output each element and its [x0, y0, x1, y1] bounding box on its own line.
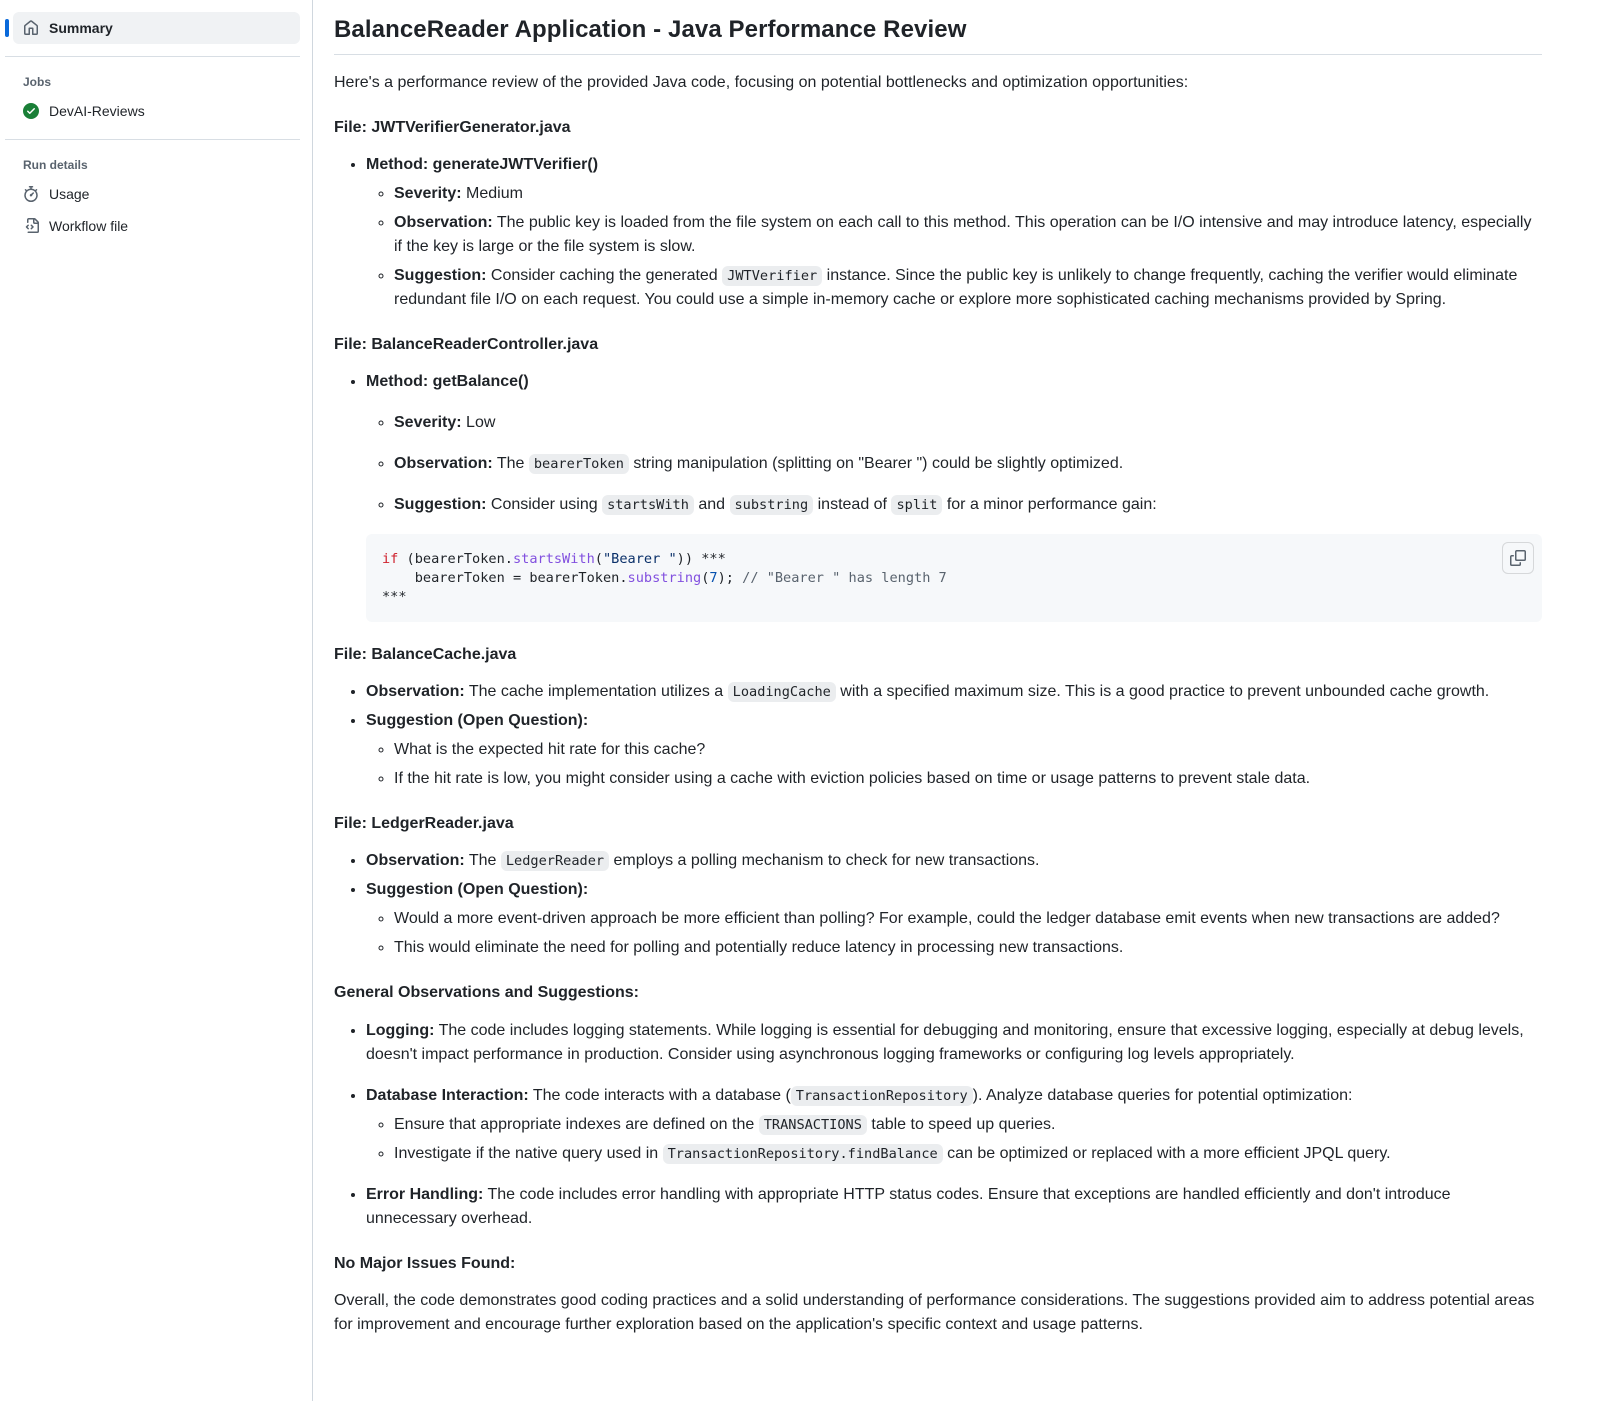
inline-code: bearerToken	[529, 454, 629, 474]
jobs-section-label: Jobs	[23, 75, 52, 89]
method-item	[366, 153, 1542, 312]
home-icon	[23, 20, 39, 36]
copy-icon	[1510, 550, 1526, 566]
general-observations-list	[334, 1019, 1542, 1231]
observation-item: ◦ Observation: The bearerToken string manipulation (splitting on "Bearer ") could be slightly optimized.	[394, 452, 1542, 476]
inline-code: split	[891, 495, 942, 515]
summary-content	[313, 0, 1600, 1401]
inline-code: JWTVerifier	[722, 266, 822, 286]
sidebar-item-label: Workflow file	[49, 218, 129, 234]
open-question: ◦ What is the expected hit rate for this cache?	[394, 738, 1542, 762]
suggestion-item: • Suggestion (Open Question): ◦ What is the expected hit rate for this cache? ◦ If the hit rate is low, you might consider using a cache with eviction policies based on time or usage patterns to prevent stale data.	[366, 709, 1542, 791]
file-heading: File: JWTVerifierGenerator.java	[334, 119, 571, 136]
method-item	[366, 370, 1542, 622]
check-circle-icon	[23, 103, 39, 119]
inline-code: TransactionRepository	[791, 1086, 973, 1106]
job-name: DevAI-Reviews	[49, 103, 145, 119]
sidebar-item-workflow-file[interactable]	[13, 210, 300, 242]
run-details-section-label: Run details	[23, 158, 88, 172]
sidebar-item-label: Usage	[49, 186, 90, 202]
file-heading: File: LedgerReader.java	[334, 815, 514, 833]
suggestion-item: ◦ Suggestion: Consider caching the generated JWTVerifier instance. Since the public key is unlikely to change frequently, caching the verifier would eliminate redundant file I/O on each request. You could use a simple in-memory cache or explore more sophisticated caching mechanisms provided by Spring.	[394, 264, 1542, 312]
logging-item: • Logging: The code includes logging statements. While logging is essential for debugging and monitoring, ensure that excessive logging, especially at debug levels, doesn't impact performance in production. Consider using asynchronous logging frameworks or configuring log levels appropriately.	[366, 1019, 1542, 1067]
sidebar-divider	[5, 56, 300, 57]
observation-item: ◦ Observation: The public key is loaded from the file system on each call to this method. This operation can be I/O intensive and may introduce latency, especially if the key is large or the file system is slow.	[394, 211, 1542, 259]
sidebar-item-summary[interactable]	[13, 12, 300, 44]
file-review-list	[334, 153, 1542, 312]
general-observations-heading: General Observations and Suggestions:	[334, 984, 639, 1002]
suggestion-item: ◦ Suggestion: Consider using startsWith and substring instead of split for a minor performance gain:	[394, 493, 1542, 517]
sidebar-item-job-devai-reviews[interactable]	[13, 95, 300, 127]
inline-code: substring	[730, 495, 814, 515]
closing-paragraph: Overall, the code demonstrates good coding practices and a solid understanding of performance considerations. The suggestions provided aim to address potential areas for improvement and encourage further exploration based on the application's specific context and usage patterns.	[334, 1292, 1535, 1334]
database-interaction-item: • Database Interaction: The code interacts with a database ( TransactionRepository ). Analyze database queries for potential optimization: ◦ Ensure that appropriate indexes are defined on the TRANSACTIONS table to speed up queries. ◦ Investigate if the native query used in TransactionRepository.findBalance can be optimized or replaced with a more efficient JPQL query.	[366, 1084, 1542, 1166]
sidebar-item-label: Summary	[49, 20, 113, 36]
run-sidebar	[0, 0, 313, 1401]
sidebar-item-usage[interactable]	[13, 178, 300, 210]
file-review-list	[334, 680, 1542, 791]
stopwatch-icon	[23, 186, 39, 202]
code-snippet: if (bearerToken.startsWith("Bearer ")) *** bearerToken = bearerToken.substring(7); // "Bearer " has length 7 ***	[382, 551, 947, 605]
suggestion-item: • Suggestion (Open Question): ◦ Would a more event-driven approach be more efficient than polling? For example, could the ledger database emit events when new transactions are added? ◦ This would eliminate the need for polling and potentially reduce latency in processing new transactions.	[366, 878, 1542, 960]
method-label: Method: getBalance()	[366, 373, 529, 390]
inline-code: LoadingCache	[728, 682, 836, 702]
closing-heading: No Major Issues Found:	[334, 1255, 516, 1273]
code-snippet-block	[366, 534, 1542, 622]
file-heading: File: BalanceCache.java	[334, 646, 517, 664]
error-handling-item: • Error Handling: The code includes error handling with appropriate HTTP status codes. Ensure that exceptions are handled efficiently and don't introduce unnecessary overhead.	[366, 1183, 1542, 1231]
intro-paragraph: Here's a performance review of the provided Java code, focusing on potential bottlenecks and optimization opportunities:	[334, 74, 1189, 91]
db-suggestion: ◦ Ensure that appropriate indexes are defined on the TRANSACTIONS table to speed up queries.	[394, 1113, 1542, 1137]
file-review-list	[334, 370, 1542, 622]
severity-item: ◦ Severity: Low	[394, 411, 1542, 435]
open-question: ◦ If the hit rate is low, you might consider using a cache with eviction policies based on time or usage patterns to prevent stale data.	[394, 767, 1542, 791]
open-question: ◦ Would a more event-driven approach be more efficient than polling? For example, could the ledger database emit events when new transactions are added?	[394, 907, 1542, 931]
db-suggestion: ◦ Investigate if the native query used in TransactionRepository.findBalance can be optimized or replaced with a more efficient JPQL query.	[394, 1142, 1542, 1166]
copy-code-button[interactable]	[1502, 542, 1534, 574]
inline-code: TransactionRepository.findBalance	[663, 1144, 943, 1164]
page-title: BalanceReader Application - Java Performance Review	[334, 16, 1542, 55]
file-heading: File: BalanceReaderController.java	[334, 336, 599, 353]
open-question: ◦ This would eliminate the need for polling and potentially reduce latency in processing new transactions.	[394, 936, 1542, 960]
file-review-list	[334, 849, 1542, 960]
inline-code: startsWith	[602, 495, 694, 515]
severity-item: ◦ Severity: Medium	[394, 182, 1542, 206]
inline-code: TRANSACTIONS	[759, 1115, 867, 1135]
sidebar-divider	[5, 139, 300, 140]
file-code-icon	[23, 218, 39, 234]
inline-code: LedgerReader	[501, 851, 609, 871]
method-label: Method: generateJWTVerifier()	[366, 156, 599, 173]
observation-item: • Observation: The LedgerReader employs a polling mechanism to check for new transactions.	[366, 849, 1542, 873]
observation-item: • Observation: The cache implementation utilizes a LoadingCache with a specified maximum size. This is a good practice to prevent unbounded cache growth.	[366, 680, 1542, 704]
